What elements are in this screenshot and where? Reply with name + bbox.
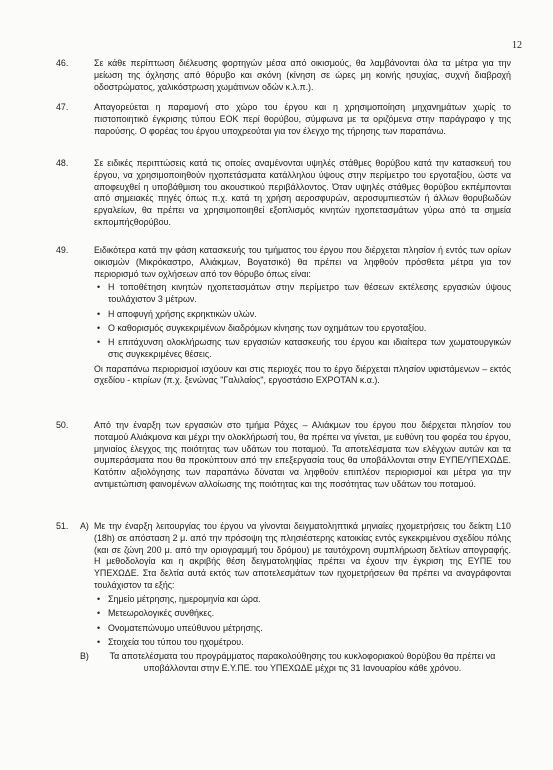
paragraph-48: [56, 158, 511, 229]
paragraph-outro: Οι παραπάνω περιορισμοί ισχύουν και στις περιοχές που το έργο διέρχεται πλησίον υφιστάμενων – εκτός σχεδίου - κτιρίων (π.χ. ξενώνας "Γαλιλαίος", εργοστάσιο ΕΧΡΟΤΑΝ κ.α.).: [94, 363, 511, 386]
paragraph-number: 48.: [56, 158, 69, 168]
paragraph-50: [56, 420, 511, 491]
paragraph-number: 51.: [56, 521, 69, 531]
paragraph-number: 49.: [56, 245, 69, 255]
list-item: • Μετεωρολογικές συνθήκες.: [94, 608, 511, 620]
paragraph-number: 47.: [56, 102, 69, 112]
paragraph-number: 50.: [56, 420, 69, 430]
page-number: 12: [512, 40, 522, 51]
subparagraph-text: Με την έναρξη λειτουργίας του έργου να γίνονται δειγματοληπτικά μηνιαίες ηχομετρήσεις του δείκτη L10 (18h) σε απόσταση 2 μ. από την πρόσοψη της πλησιέστερης κατοικίας εντός εγκεκριμένου σχεδίου πόλης (και σε ζώνη 200 μ. από την οριογραμμή του δρόμου) με ταυτόχρονη συμπλήρωση δελτίων απογραφής. Η μεθοδολογία και η ακριβής θέση δειγματοληψίας πρέπει να έχουν την έγκριση της ΕΥΠΕ του ΥΠΕΧΩΔΕ. Στα δελτία αυτά εκτός των αποτελεσμάτων των ηχομετρήσεων θα πρέπει να αναγράφονται τουλάχιστον τα εξής:: [94, 521, 511, 590]
paragraph-46: [56, 58, 511, 93]
subparagraph-text: Τα αποτελέσματα του προγράμματος παρακολούθησης του κυκλοφοριακού θορύβου θα πρέπει να υποβάλλονται στην Ε.Υ.ΠΕ. του ΥΠΕΧΩΔΕ μέχρι τις 31 Ιανουαρίου κάθε χρόνου.: [109, 651, 496, 674]
list-item: • Η αποφυγή χρήσης εκρηκτικών υλών.: [94, 309, 511, 321]
paragraph-47: [56, 102, 511, 137]
paragraph-text: Σε κάθε περίπτωση διέλευσης φορτηγών μέσα από οικισμούς, θα λαμβάνονται όλα τα μέτρα για την μείωση της όχλησης από θόρυβο και σκόνη (κίνηση σε ώρες μη κοινής ησυχίας, συχνή διαβροχή οδοστρώματος, χαλικόστρωση χωμάτινων οδών κ.λ.π.).: [94, 58, 511, 92]
bullet-list: [94, 594, 511, 649]
paragraph-intro: Ειδικότερα κατά την φάση κατασκευής του τμήματος του έργου που διέρχεται πλησίον ή εντός των ορίων οικισμών (Μικρόκαστρο, Αλιάκμων, Βογατσικό) θα πρέπει να ληφθούν πρόσθετα μέτρα για τον περιορισμό των οχλήσεων από τον θόρυβο όπως είναι:: [94, 245, 511, 279]
subparagraph-b: [80, 651, 511, 675]
subparagraph-label: Α): [80, 521, 89, 531]
subparagraph-a: [80, 521, 511, 649]
list-item: • Ο καθορισμός συγκεκριμένων διαδρόμων κίνησης των οχημάτων του εργοταξίου.: [94, 323, 511, 335]
list-item: • Στοιχεία του τύπου του ηχομέτρου.: [94, 637, 511, 649]
paragraph-49: [56, 245, 511, 387]
bullet-list: [94, 282, 511, 361]
list-item: • Η επιτάχυνση ολοκλήρωσης των εργασιών κατασκευής του έργου και ιδιαίτερα των χωματουργικών στις συγκεκριμένες θέσεις.: [94, 337, 511, 361]
paragraph-number: 46.: [56, 58, 69, 68]
paragraph-text: Από την έναρξη των εργασιών στο τμήμα Ράχες – Αλιάκμων του έργου που διέρχεται πλησίον του ποταμού Αλιάκμονα και μέχρι την ολοκλήρωσή του, θα πρέπει να γίνεται, με ευθύνη του φορέα του έργου, μηνιαίος έλεγχος της ποιότητας των υδάτων του ποταμού. Τα αποτελέσματα των ελέγχων αυτών και τα συμπεράσματα που θα προκύπτουν από την επεξεργασία τους θα υποβάλλονται στην ΕΥΠΕ/ΥΠΕΧΩΔΕ. Κατόπιν αξιολόγησης των παραπάνω δύναται να ληφθούν επιπλέον περιορισμοί και μέτρα για την αντιμετώπιση φαινομένων αλλοίωσης της ποιότητας και της ποσότητας των υδάτων του ποταμού.: [94, 420, 511, 489]
paragraph-text: Σε ειδικές περιπτώσεις κατά τις οποίες αναμένονται υψηλές στάθμες θορύβου κατά την κατασκευή του έργου, να χρησιμοποιηθούν ηχοπετάσματα κατάλληλου ύψους στην περίμετρο του εργοταξίου, ώστε να αποφευχθεί η υποβάθμιση του ακουστικού περιβάλλοντος. Όταν υψηλές στάθμες θορύβου εκπέμπονται από σημειακές πηγές όπως π.χ. κατά τη χρήση αεροσφυρών, αεροσυμπιεστών ή άλλων θορυβωδών εργαλείων, θα πρέπει να χρησιμοποιηθεί εξοπλισμός κινητών ηχοπετασμάτων γύρω από τα σημεία εκπομπήςθορύβου.: [94, 158, 511, 227]
paragraph-text: Απαγορεύεται η παραμονή στο χώρο του έργου και η χρησιμοποίηση μηχανημάτων χωρίς το πιστοποιητικό έγκρισης τύπου ΕΟΚ περί θορύβου, σύμφωνα με τα οριζόμενα στην παράγραφο γ της παρούσης. Ο φορέας του έργου υποχρεούται για τον έλεγχο της τήρησης των παραπάνω.: [94, 102, 511, 136]
paragraph-51: [56, 521, 511, 675]
list-item: • Ονοματεπώνυμο υπεύθυνου μέτρησης.: [94, 623, 511, 635]
subparagraph-label: Β): [80, 651, 89, 662]
list-item: • Σημείο μέτρησης, ημερομηνία και ώρα.: [94, 594, 511, 606]
list-item: • Η τοποθέτηση κινητών ηχοπετασμάτων στην περίμετρο των θέσεων εκτέλεσης εργασιών ύψους τουλάχιστον 3 μέτρων.: [94, 282, 511, 306]
